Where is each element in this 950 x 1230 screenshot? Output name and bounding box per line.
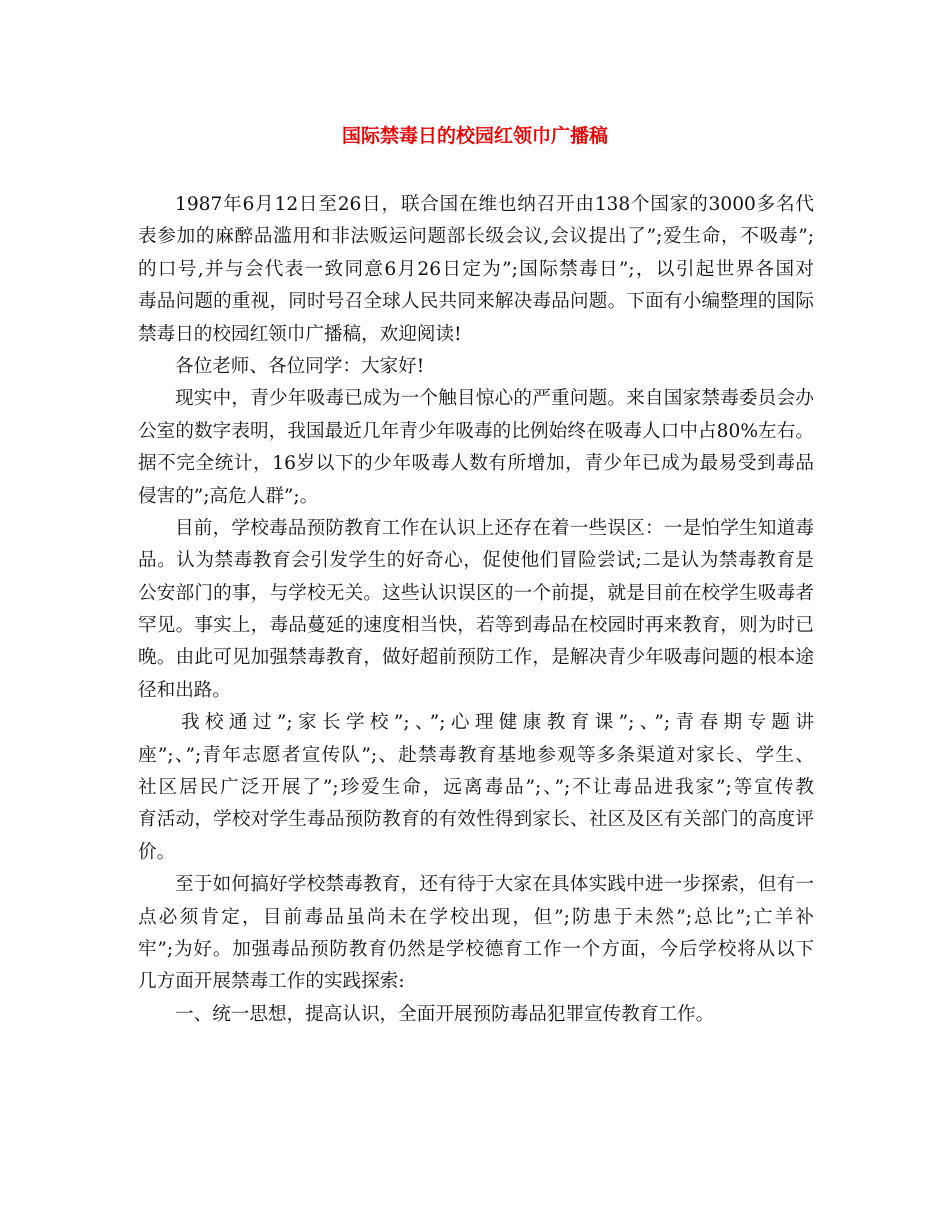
text-line: 至于如何搞好学校禁毒教育，还有待于大家在具体实践中进一步探索，但有一: [175, 874, 814, 896]
paragraph-reality: [138, 383, 814, 513]
text-line: 禁毒日的校园红领巾广播稿，欢迎阅读!: [138, 323, 462, 345]
text-line: 据不完全统计，16岁以下的少年吸毒人数有所增加，青少年已成为最易受到毒品: [138, 453, 814, 475]
text-line: 几方面开展禁毒工作的实践探索:: [138, 971, 405, 993]
text-line: 各位老师、各位同学：大家好!: [175, 355, 425, 377]
text-line: 公安部门的事，与学校无关。这些认识误区的一个前提，就是目前在校学生吸毒者: [138, 582, 814, 604]
paragraph-point-one: [138, 999, 814, 1031]
text-line: 我校通过”;家长学校”;、”;心理健康教育课”;、”;青春期专题讲: [181, 712, 814, 734]
paragraph-school-activities: [138, 707, 814, 869]
text-line: 表参加的麻醉品滥用和非法贩运问题部长级会议,会议提出了”;爱生命，不吸毒”;: [138, 226, 814, 248]
paragraph-exploration: [138, 869, 814, 999]
text-line: 品。认为禁毒教育会引发学生的好奇心，促使他们冒险尝试;二是认为禁毒教育是: [138, 550, 814, 572]
text-line: 罕见。事实上，毒品蔓延的速度相当快，若等到毒品在校园时再来教育，则为时已: [138, 615, 814, 637]
text-line: 径和出路。: [138, 679, 231, 701]
text-line: 现实中，青少年吸毒已成为一个触目惊心的严重问题。来自国家禁毒委员会办: [175, 388, 814, 410]
text-line: 育活动，学校对学生毒品预防教育的有效性得到家长、社区及区有关部门的高度评: [138, 809, 814, 831]
text-line: 的口号,并与会代表一致同意6月26日定为”;国际禁毒日”;，以引起世界各国对: [138, 258, 814, 280]
paragraph-greeting: [138, 351, 814, 383]
document-body: [138, 189, 814, 1031]
text-line: 牢”;为好。加强毒品预防教育仍然是学校德育工作一个方面，今后学校将从以下: [138, 938, 814, 960]
text-line: 毒品问题的重视，同时号召全球人民共同来解决毒品问题。下面有小编整理的国际: [138, 291, 814, 313]
text-line: 公室的数字表明，我国最近几年青少年吸毒的比例始终在吸毒人口中占80%左右。: [138, 420, 814, 442]
text-line: 价。: [138, 841, 176, 863]
text-line: 点必须肯定，目前毒品虽尚未在学校出现，但”;防患于未然”;总比”;亡羊补: [138, 906, 814, 928]
text-line: 座”;、”;青年志愿者宣传队”;、赴禁毒教育基地参观等多条渠道对家长、学生、: [138, 744, 814, 766]
text-line: 侵害的”;高危人群”;。: [138, 485, 319, 507]
text-line: 一、统一思想，提高认识，全面开展预防毒品犯罪宣传教育工作。: [175, 1003, 715, 1025]
text-line: 晚。由此可见加强禁毒教育，做好超前预防工作，是解决青少年吸毒问题的根本途: [138, 647, 814, 669]
document-title: 国际禁毒日的校园红领巾广播稿: [341, 125, 608, 147]
paragraph-intro: [138, 189, 814, 351]
text-line: 社区居民广泛开展了”;珍爱生命，远离毒品”;、”;不让毒品进我家”;等宣传教: [138, 777, 814, 799]
text-line: 1987年6月12日至26日，联合国在维也纳召开由138个国家的3000多名代: [175, 194, 814, 215]
paragraph-misconceptions: [138, 513, 814, 707]
text-line: 目前，学校毒品预防教育工作在认识上还存在着一些误区：一是怕学生知道毒: [175, 517, 814, 539]
